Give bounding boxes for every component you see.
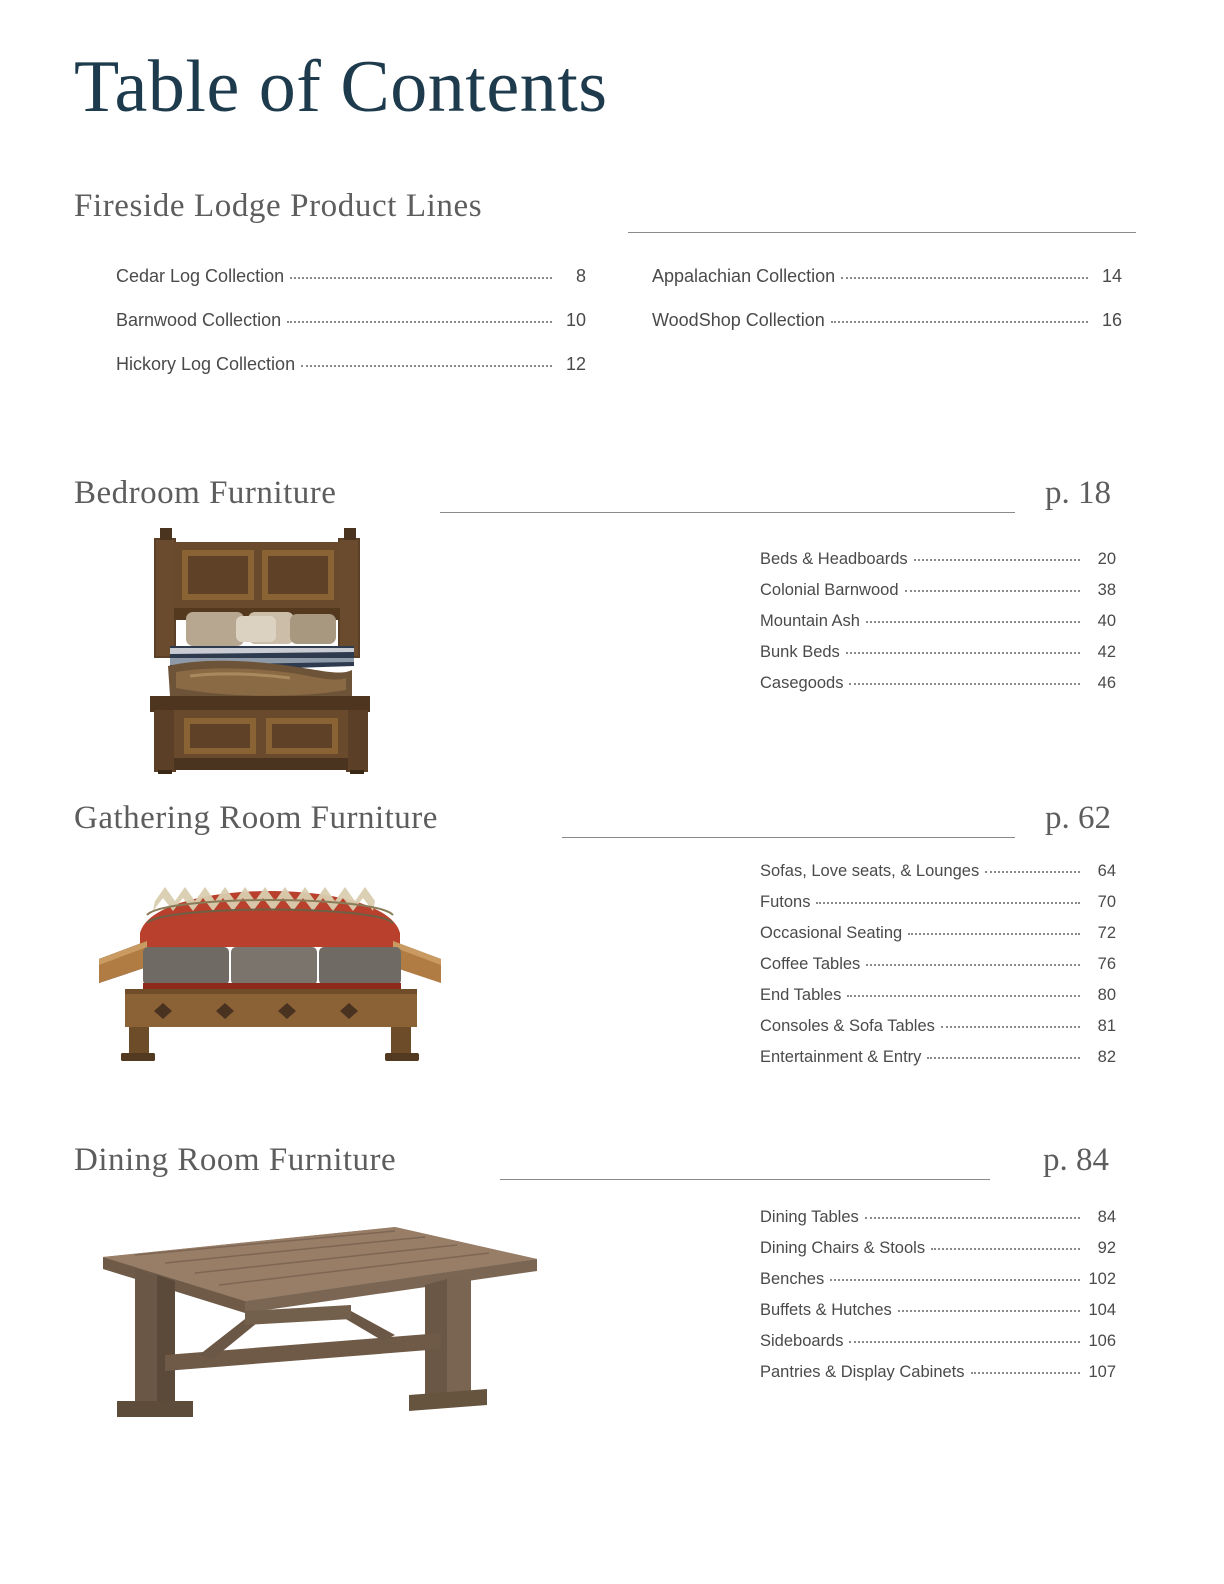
entry-label: Barnwood Collection [116, 310, 282, 330]
leader-dots [287, 313, 552, 323]
leader-dots [290, 269, 552, 279]
entry-label: Hickory Log Collection [116, 354, 296, 374]
entry-label: Mountain Ash [760, 612, 860, 630]
entry-label: Occasional Seating [760, 924, 903, 942]
leader-dots [905, 582, 1080, 592]
entry-label: Sideboards [760, 1332, 844, 1350]
entry-page: 81 [1097, 1017, 1116, 1035]
leader-dots [841, 269, 1088, 279]
section-entries-dining-room [760, 1208, 1116, 1394]
section-page-dining-room: p. 84 [1043, 1142, 1109, 1178]
list-item[interactable] [760, 1363, 1116, 1382]
leader-dots [941, 1018, 1080, 1028]
leader-dots [847, 987, 1080, 997]
leader-dots [301, 357, 552, 367]
entry-page: 38 [1097, 581, 1116, 599]
list-item[interactable] [116, 310, 586, 331]
entry-label: Pantries & Display Cabinets [760, 1363, 965, 1381]
entry-page: 64 [1097, 862, 1116, 880]
entry-page: 46 [1097, 674, 1116, 692]
leader-dots [908, 925, 1080, 935]
leader-dots [830, 1271, 1080, 1281]
list-item[interactable] [760, 1208, 1116, 1227]
section-title-gathering-room: Gathering Room Furniture [74, 800, 438, 836]
page-title: Table of Contents [74, 46, 608, 128]
entry-label: Dining Chairs & Stools [760, 1239, 926, 1257]
leader-dots [865, 1209, 1080, 1219]
entry-page: 107 [1088, 1363, 1116, 1381]
entry-label: Coffee Tables [760, 955, 861, 973]
list-item[interactable] [116, 354, 586, 375]
leader-dots [985, 863, 1080, 873]
leader-dots [816, 894, 1080, 904]
entry-page: 42 [1097, 643, 1116, 661]
entry-page: 16 [1101, 310, 1122, 330]
list-item[interactable] [760, 1048, 1116, 1067]
entry-page: 82 [1097, 1048, 1116, 1066]
farmhouse-dining-table-photo [95, 1205, 545, 1440]
leader-dots [914, 551, 1080, 561]
section-title-bedroom: Bedroom Furniture [74, 475, 337, 511]
list-item[interactable] [116, 266, 586, 287]
list-item[interactable] [760, 550, 1116, 569]
entry-page: 92 [1097, 1239, 1116, 1257]
list-item[interactable] [760, 986, 1116, 1005]
entry-page: 12 [565, 354, 586, 374]
list-item[interactable] [652, 266, 1122, 287]
entry-label: Dining Tables [760, 1208, 859, 1226]
leader-dots [849, 675, 1080, 685]
list-item[interactable] [760, 581, 1116, 600]
entry-label: Benches [760, 1270, 825, 1288]
list-item[interactable] [652, 310, 1122, 331]
entry-label: Futons [760, 893, 811, 911]
leader-dots [866, 613, 1080, 623]
entry-page: 76 [1097, 955, 1116, 973]
leader-dots [831, 313, 1088, 323]
entry-page: 106 [1088, 1332, 1116, 1350]
entry-label: Bunk Beds [760, 643, 840, 661]
section-page-bedroom: p. 18 [1045, 475, 1111, 511]
list-item[interactable] [760, 862, 1116, 881]
entry-page: 40 [1097, 612, 1116, 630]
section-title-dining-room: Dining Room Furniture [74, 1142, 397, 1178]
leader-dots [931, 1240, 1080, 1250]
entry-page: 102 [1088, 1270, 1116, 1288]
entry-label: Buffets & Hutches [760, 1301, 892, 1319]
entry-label: Beds & Headboards [760, 550, 908, 568]
list-item[interactable] [760, 1239, 1116, 1258]
section-rule-gathering-room [562, 837, 1015, 838]
entry-label: Colonial Barnwood [760, 581, 899, 599]
leader-dots [927, 1049, 1080, 1059]
entry-label: WoodShop Collection [652, 310, 825, 330]
leader-dots [849, 1333, 1080, 1343]
list-item[interactable] [760, 1270, 1116, 1289]
list-item[interactable] [760, 893, 1116, 912]
leader-dots [846, 644, 1080, 654]
entry-label: Appalachian Collection [652, 266, 836, 286]
entry-page: 14 [1101, 266, 1122, 286]
list-item[interactable] [760, 643, 1116, 662]
product-lines-heading: Fireside Lodge Product Lines [74, 188, 483, 224]
entry-page: 72 [1097, 924, 1116, 942]
product-lines-column-left [116, 266, 586, 398]
entry-label: Consoles & Sofa Tables [760, 1017, 935, 1035]
leader-dots [971, 1364, 1080, 1374]
leader-dots [866, 956, 1080, 966]
entry-page: 84 [1097, 1208, 1116, 1226]
list-item[interactable] [760, 955, 1116, 974]
list-item[interactable] [760, 1332, 1116, 1351]
list-item[interactable] [760, 1301, 1116, 1320]
section-page-gathering-room: p. 62 [1045, 800, 1111, 836]
entry-label: Casegoods [760, 674, 844, 692]
entry-label: Entertainment & Entry [760, 1048, 922, 1066]
entry-label: End Tables [760, 986, 842, 1004]
list-item[interactable] [760, 674, 1116, 693]
product-lines-rule [628, 232, 1136, 233]
section-entries-gathering-room [760, 862, 1116, 1079]
list-item[interactable] [760, 924, 1116, 943]
entry-label: Cedar Log Collection [116, 266, 285, 286]
entry-page: 70 [1097, 893, 1116, 911]
list-item[interactable] [760, 612, 1116, 631]
section-rule-dining-room [500, 1179, 990, 1180]
entry-page: 80 [1097, 986, 1116, 1004]
barnwood-bed-photo [140, 520, 410, 775]
leader-dots [898, 1302, 1080, 1312]
section-rule-bedroom [440, 512, 1015, 513]
product-lines-column-right [652, 266, 1122, 354]
entry-page: 20 [1097, 550, 1116, 568]
entry-page: 104 [1088, 1301, 1116, 1319]
entry-label: Sofas, Love seats, & Lounges [760, 862, 980, 880]
entry-page: 8 [575, 266, 586, 286]
rustic-sofa-photo [85, 855, 455, 1070]
list-item[interactable] [760, 1017, 1116, 1036]
entry-page: 10 [565, 310, 586, 330]
section-entries-bedroom [760, 550, 1116, 705]
